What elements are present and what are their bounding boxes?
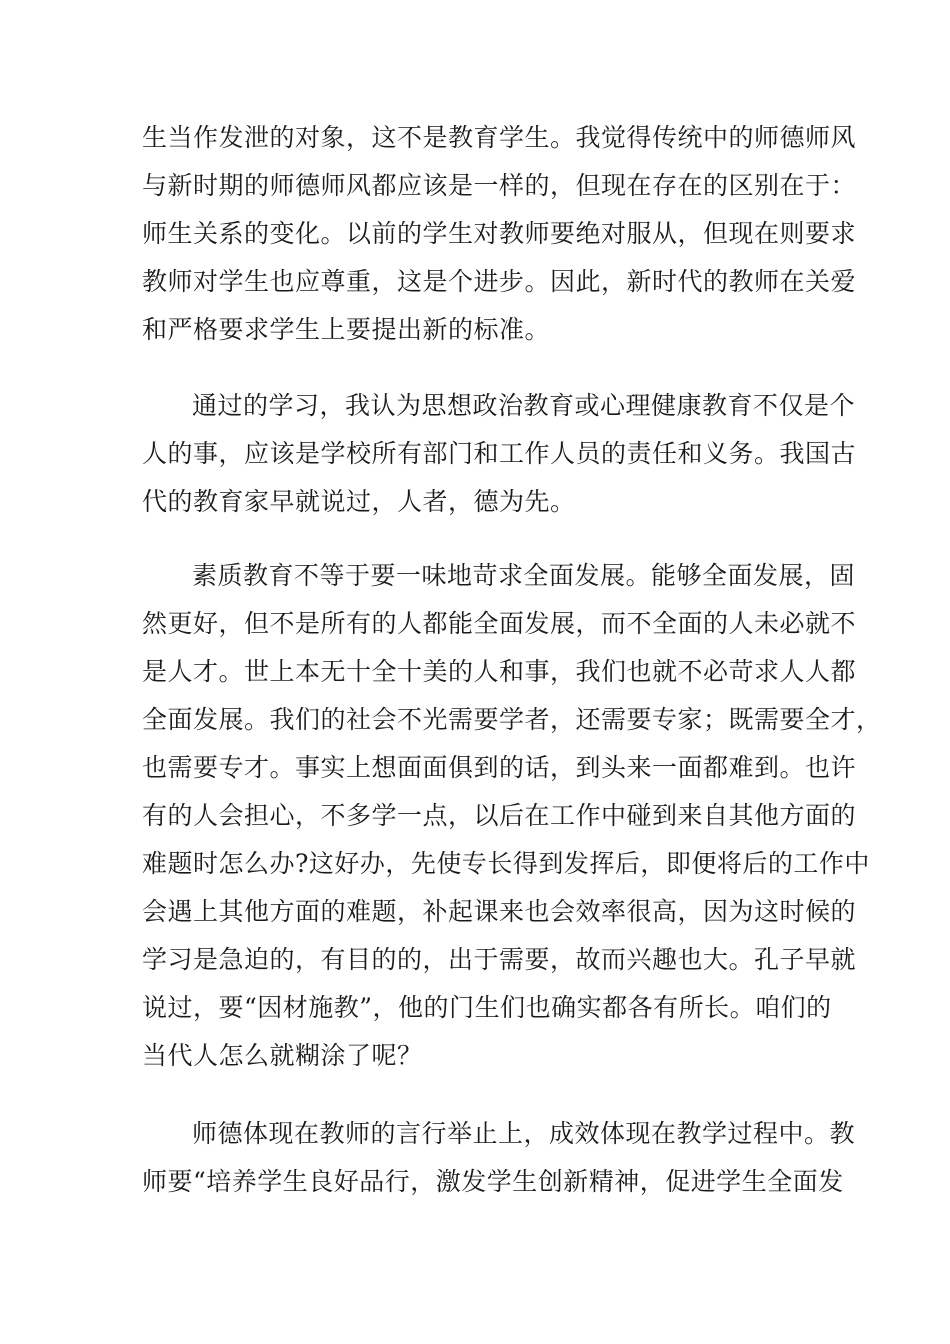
paragraph-line: 学习是急迫的，有目的的，出于需要，故而兴趣也大。孔子早就 [142, 945, 857, 974]
paragraph-line: 人的事，应该是学校所有部门和工作人员的责任和义务。我国古 [142, 439, 857, 468]
paragraph-line: 也需要专才。事实上想面面俱到的话，到头来一面都难到。也许 [142, 753, 857, 782]
paragraph-line: 是人才。世上本无十全十美的人和事，我们也就不必苛求人人都 [142, 657, 857, 686]
paragraph-line: 然更好，但不是所有的人都能全面发展，而不全面的人未必就不 [142, 609, 857, 638]
paragraph-4 [142, 1110, 856, 1206]
paragraph-line: 当代人怎么就糊涂了呢？ [142, 1041, 423, 1070]
paragraph-line: 师德体现在教师的言行举止上，成效体现在教学过程中。教 [192, 1119, 856, 1148]
paragraph-line: 与新时期的师德师风都应该是一样的，但现在存在的区别在于： [142, 171, 857, 200]
paragraph-line: 难题时怎么办?这好办，先使专长得到发挥后，即便将后的工作中 [142, 849, 870, 878]
paragraph-line: 会遇上其他方面的难题，补起课来也会效率很高，因为这时候的 [142, 897, 857, 926]
paragraph-3 [142, 552, 882, 1080]
paragraph-line: 素质教育不等于要一味地苛求全面发展。能够全面发展，固 [192, 561, 856, 590]
paragraph-line: 全面发展。我们的社会不光需要学者，还需要专家；既需要全才， [142, 705, 882, 734]
paragraph-line: 师生关系的变化。以前的学生对教师要绝对服从，但现在则要求 [142, 219, 857, 248]
paragraph-1 [142, 114, 857, 354]
paragraph-line: 和严格要求学生上要提出新的标准。 [142, 315, 551, 344]
paragraph-line: 通过的学习，我认为思想政治教育或心理健康教育不仅是个 [192, 391, 856, 420]
paragraph-line: 师要“培养学生良好品行，激发学生创新精神，促进学生全面发 [142, 1167, 844, 1196]
paragraph-line: 教师对学生也应尊重，这是个进步。因此，新时代的教师在关爱 [142, 267, 857, 296]
paragraph-2 [142, 382, 857, 526]
paragraph-line: 生当作发泄的对象，这不是教育学生。我觉得传统中的师德师风 [142, 123, 857, 152]
paragraph-line: 有的人会担心，不多学一点，以后在工作中碰到来自其他方面的 [142, 801, 857, 830]
paragraph-line: 代的教育家早就说过，人者，德为先。 [142, 487, 576, 516]
paragraph-line: 说过，要“因材施教”，他的门生们也确实都各有所长。咱们的 [142, 993, 832, 1022]
